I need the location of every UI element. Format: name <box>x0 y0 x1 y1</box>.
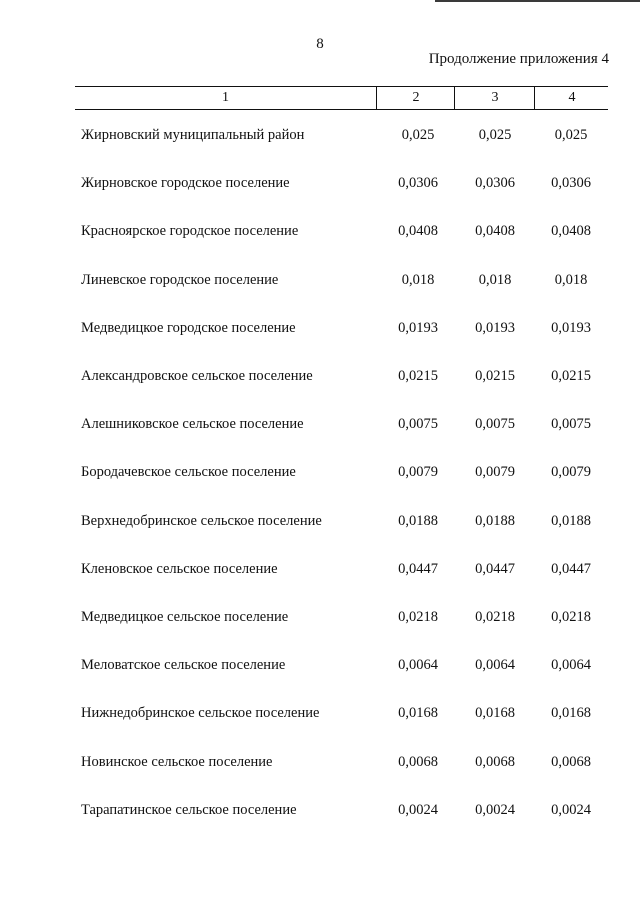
row-value-col-4: 0,025 <box>554 127 588 143</box>
row-value-col-3: 0,0215 <box>475 368 515 384</box>
table-row <box>0 413 640 435</box>
row-value-col-3: 0,0447 <box>475 560 515 577</box>
row-value-col-3: 0,025 <box>478 127 512 143</box>
row-value-col-4: 0,0024 <box>551 801 591 818</box>
row-value-col-2: 0,0168 <box>398 705 438 722</box>
row-name: Красноярское городское поселение <box>81 223 299 240</box>
table-row <box>0 269 640 291</box>
row-value-col-2: 0,025 <box>401 127 435 143</box>
table-row <box>0 461 640 483</box>
table-row <box>0 799 640 821</box>
table-row <box>0 606 640 628</box>
table-row <box>0 124 640 146</box>
row-value-col-3: 0,0064 <box>475 657 515 674</box>
row-value-col-4: 0,0064 <box>551 657 591 674</box>
row-value-col-2: 0,0075 <box>398 416 438 433</box>
row-value-col-4: 0,0306 <box>551 175 591 192</box>
row-value-col-4: 0,0079 <box>551 464 591 481</box>
row-value-col-4: 0,0168 <box>551 705 591 722</box>
row-name: Кленовское сельское поселение <box>81 560 278 577</box>
table-row <box>0 220 640 242</box>
header-col-4: 4 <box>534 87 609 109</box>
row-value-col-3: 0,0193 <box>475 319 515 336</box>
row-value-col-3: 0,0024 <box>475 801 515 818</box>
row-value-col-2: 0,0306 <box>398 175 438 192</box>
row-value-col-4: 0,0447 <box>551 560 591 577</box>
row-value-col-3: 0,0188 <box>475 512 515 529</box>
row-value-col-3: 0,0168 <box>475 705 515 722</box>
table-header <box>75 86 608 110</box>
header-col-1: 1 <box>222 90 229 105</box>
row-value-col-3: 0,0075 <box>475 416 515 433</box>
row-value-col-4: 0,0408 <box>551 223 591 240</box>
row-value-col-4: 0,0193 <box>551 319 591 336</box>
row-value-col-2: 0,0079 <box>398 464 438 481</box>
row-value-col-4: 0,0215 <box>551 368 591 384</box>
row-value-col-4: 0,0075 <box>551 416 591 433</box>
row-value-col-4: 0,0068 <box>551 753 591 770</box>
row-name: Линевское городское поселение <box>81 271 279 288</box>
row-value-col-4: 0,0218 <box>551 609 591 625</box>
row-name: Тарапатинское сельское поселение <box>81 801 297 818</box>
row-value-col-2: 0,0408 <box>398 223 438 240</box>
row-name: Медведицкое городское поселение <box>81 319 296 336</box>
row-value-col-2: 0,018 <box>401 271 435 288</box>
row-name: Верхнедобринское сельское поселение <box>81 512 322 529</box>
row-name: Жирновское городское поселение <box>81 175 290 192</box>
table-row <box>0 365 640 387</box>
row-value-col-3: 0,0306 <box>475 175 515 192</box>
row-name: Алешниковское сельское поселение <box>81 416 304 433</box>
row-value-col-3: 0,0079 <box>475 464 515 481</box>
row-name: Бородачевское сельское поселение <box>81 464 296 481</box>
table-row <box>0 751 640 773</box>
row-value-col-2: 0,0193 <box>398 319 438 336</box>
table-row <box>0 702 640 724</box>
row-value-col-2: 0,0068 <box>398 753 438 770</box>
row-name: Жирновский муниципальный район <box>81 127 305 143</box>
header-col-3: 3 <box>454 87 535 109</box>
row-value-col-2: 0,0215 <box>398 368 438 384</box>
row-name: Новинское сельское поселение <box>81 753 273 770</box>
row-value-col-3: 0,0068 <box>475 753 515 770</box>
table-row <box>0 558 640 580</box>
page-number: 8 <box>316 36 324 52</box>
row-value-col-2: 0,0218 <box>398 609 438 625</box>
row-name: Александровское сельское поселение <box>81 368 313 384</box>
continuation-heading: Продолжение приложения 4 <box>428 51 609 67</box>
row-name: Нижнедобринское сельское поселение <box>81 705 320 722</box>
row-value-col-2: 0,0064 <box>398 657 438 674</box>
row-value-col-3: 0,0218 <box>475 609 515 625</box>
row-value-col-2: 0,0024 <box>398 801 438 818</box>
row-value-col-2: 0,0447 <box>398 560 438 577</box>
row-value-col-4: 0,0188 <box>551 512 591 529</box>
table-row <box>0 317 640 339</box>
row-value-col-2: 0,0188 <box>398 512 438 529</box>
row-value-col-3: 0,0408 <box>475 223 515 240</box>
header-col-2: 2 <box>376 87 455 109</box>
table-row <box>0 172 640 194</box>
table-row <box>0 510 640 532</box>
scan-edge-mark <box>435 0 640 6</box>
row-name: Медведицкое сельское поселение <box>81 609 289 625</box>
table-row <box>0 654 640 676</box>
row-value-col-4: 0,018 <box>554 271 588 288</box>
row-value-col-3: 0,018 <box>478 271 512 288</box>
row-name: Меловатское сельское поселение <box>81 657 286 674</box>
